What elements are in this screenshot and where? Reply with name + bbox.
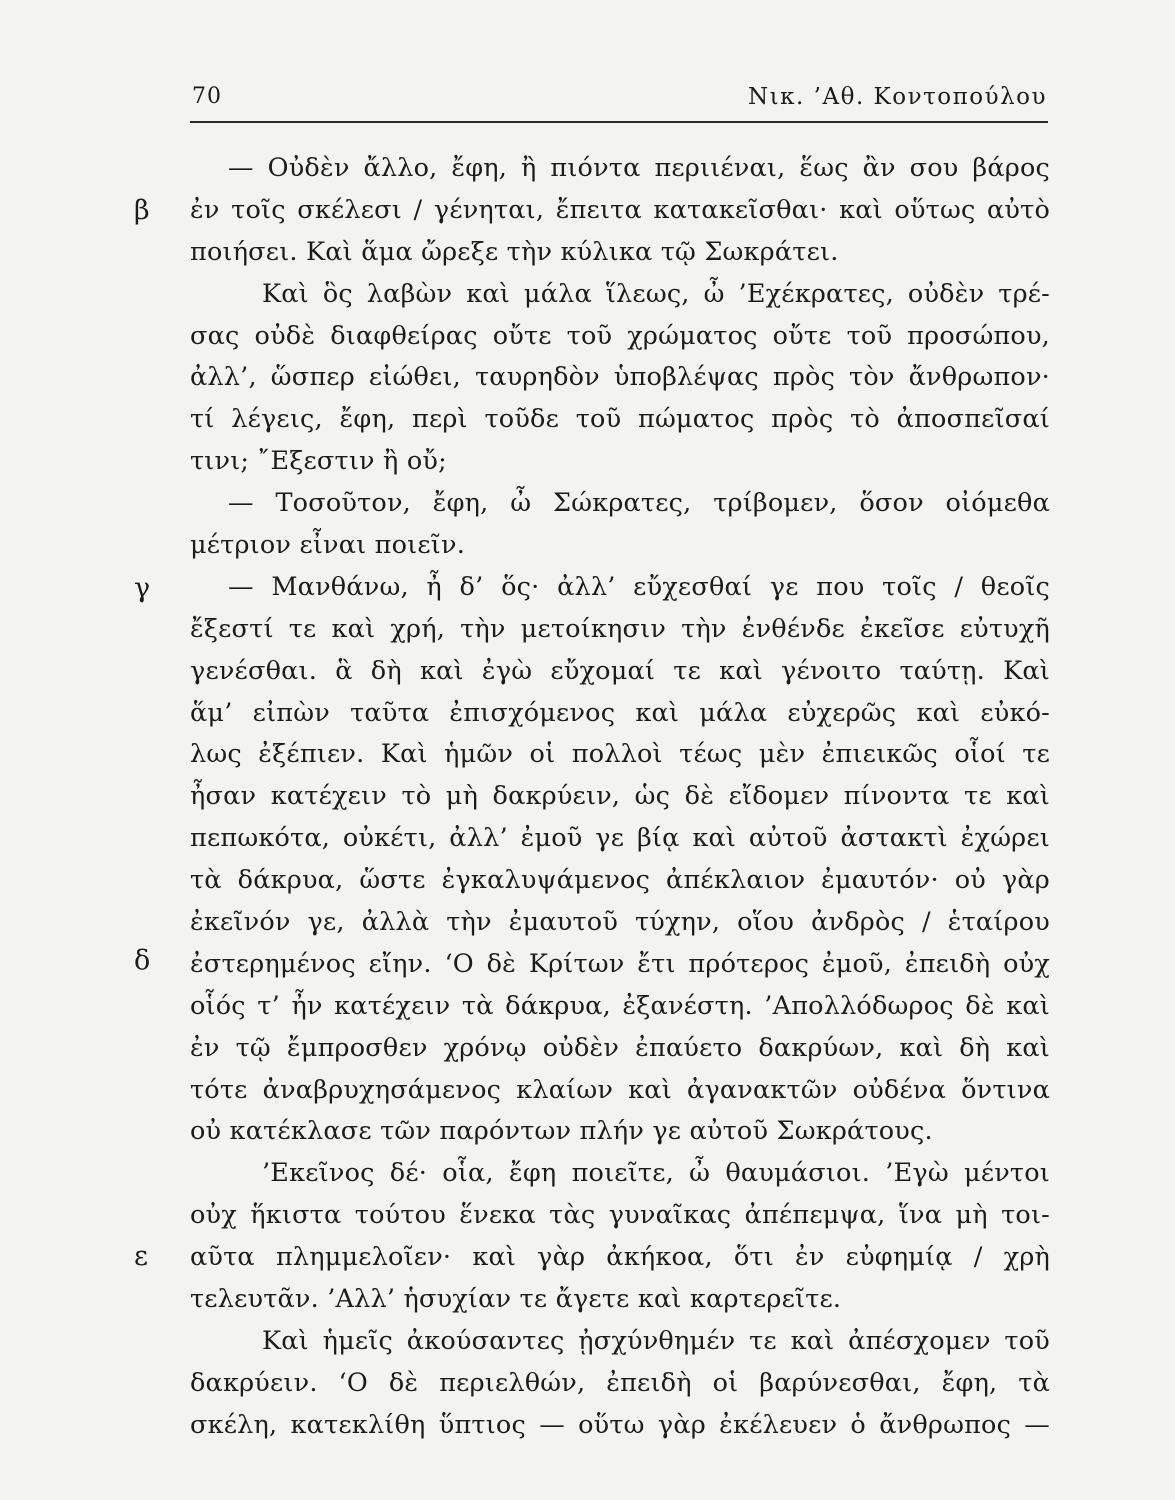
text-line: οὐ κατέκλασε τῶν παρόντων πλήν γε αὐτοῦ Σωκράτους. — [190, 1116, 933, 1147]
text-line: — Οὐδὲν ἄλλο, ἔφη, ἢ πιόντα περιιέναι, ἕως ἂν σου βάρος — [228, 153, 1050, 183]
text-line: αῦτα πλημμελοῖεν· καὶ γὰρ ἀκήκοα, ὅτι ἐν εὐφημίᾳ / χρὴ — [190, 1242, 1050, 1273]
header-rule — [190, 121, 1048, 123]
text-line: Καὶ ἡμεῖς ἀκούσαντες ᾐσχύνθημέν τε καὶ ἀπέσχομεν τοῦ — [262, 1325, 1050, 1356]
text-line: ἐν τῷ ἔμπροσθεν χρόνῳ οὐδὲν ἐπαύετο δακρύων, καὶ δὴ καὶ — [190, 1032, 1050, 1063]
text-line: σας οὐδὲ διαφθείρας οὔτε τοῦ χρώματος οὔτε τοῦ προσώπου, — [190, 320, 1050, 351]
margin-marker-delta: δ — [134, 945, 151, 976]
text-line: ἔξεστί τε καὶ χρή, τὴν μετοίκησιν τὴν ἐνθένδε ἐκεῖσε εὐτυχῆ — [190, 613, 1050, 644]
page-number: 70 — [192, 84, 222, 109]
running-header: Νικ. ’Αθ. Κοντοπούλου — [748, 84, 1047, 110]
text-line: οὐχ ἥκιστα τούτου ἕνεκα τὰς γυναῖκας ἀπέπεμψα, ἵνα μὴ τοι- — [190, 1200, 1050, 1231]
text-line: τὰ δάκρυα, ὥστε ἐγκαλυψάμενος ἀπέκλαιον ἐμαυτόν· οὐ γὰρ — [190, 865, 1050, 896]
text-line: τότε ἀναβρυχησάμενος κλαίων καὶ ἀγανακτῶν οὐδένα ὅντινα — [190, 1074, 1050, 1105]
text-line: ’Εκεῖνος δέ· οἷα, ἔφη ποιεῖτε, ὦ θαυμάσιοι. ’Εγὼ μέντοι — [262, 1158, 1050, 1189]
text-line: δακρύειν. ‘Ο δὲ περιελθών, ἐπειδὴ οἱ βαρύνεσθαι, ἔφη, τὰ — [190, 1367, 1050, 1398]
text-line: τελευτᾶν. ’Αλλ’ ἡσυχίαν τε ἄγετε καὶ καρτερεῖτε. — [190, 1284, 842, 1315]
text-line: ἦσαν κατέχειν τὸ μὴ δακρύειν, ὡς δὲ εἴδομεν πίνοντα τε καὶ — [190, 781, 1050, 812]
text-line: τινι; ῎Εξεστιν ἢ οὔ; — [190, 446, 447, 477]
margin-marker-beta: β — [134, 195, 150, 226]
text-line: τί λέγεις, ἔφη, περὶ τοῦδε τοῦ πώματος πρὸς τὸ ἀποσπεῖσαί — [190, 404, 1050, 435]
text-line: Καὶ ὃς λαβὼν καὶ μάλα ἵλεως, ὦ ’Εχέκρατες, οὐδὲν τρέ- — [262, 278, 1050, 309]
text-line: ἐστερημένος εἴην. ‘Ο δὲ Κρίτων ἔτι πρότερος ἐμοῦ, ἐπειδὴ οὐχ — [190, 948, 1050, 979]
text-line: οἷός τ’ ἦν κατέχειν τὰ δάκρυα, ἐξανέστη. ’Απολλόδωρος δὲ καὶ — [190, 990, 1050, 1021]
text-line: — Τοσοῦτον, ἔφη, ὦ Σώκρατες, τρίβομεν, ὅσον οἰόμεθα — [228, 488, 1050, 519]
text-line: γενέσθαι. ἃ δὴ καὶ ἐγὼ εὔχομαί τε καὶ γένοιτο ταύτῃ. Καὶ — [190, 655, 1050, 686]
text-line: σκέλη, κατεκλίθη ὕπτιος — οὕτω γὰρ ἐκέλευεν ὁ ἄνθρωπος — — [190, 1409, 1050, 1440]
text-line: ἀλλ’, ὥσπερ εἰώθει, ταυρηδὸν ὑποβλέψας πρὸς τὸν ἄνθρωπον· — [190, 362, 1050, 393]
margin-marker-epsilon: ε — [134, 1241, 148, 1272]
text-line: πεπωκότα, οὐκέτι, ἀλλ’ ἐμοῦ γε βίᾳ καὶ αὐτοῦ ἀστακτὶ ἐχώρει — [190, 823, 1050, 854]
text-line: ποιήσει. Καὶ ἅμα ὤρεξε τὴν κύλικα τῷ Σωκράτει. — [190, 236, 839, 267]
text-body — [190, 148, 1050, 1447]
text-line: ἐκεῖνόν γε, ἀλλὰ τὴν ἐμαυτοῦ τύχην, οἵου ἀνδρὸς / ἑταίρου — [190, 907, 1050, 938]
text-line: — Μανθάνω, ἦ δ’ ὅς· ἀλλ’ εὔχεσθαί γε που τοῖς / θεοῖς — [228, 571, 1050, 602]
text-line: μέτριον εἶναι ποιεῖν. — [190, 530, 466, 561]
text-line: ἅμ’ εἰπὼν ταῦτα ἐπισχόμενος καὶ μάλα εὐχερῶς καὶ εὐκό- — [190, 697, 1050, 728]
margin-marker-gamma: γ — [134, 573, 151, 604]
text-line: λως ἐξέπιεν. Καὶ ἡμῶν οἱ πολλοὶ τέως μὲν ἐπιεικῶς οἷοί τε — [190, 739, 1050, 770]
text-line: ἐν τοῖς σκέλεσι / γένηται, ἔπειτα κατακεῖσθαι· καὶ οὕτως αὐτὸ — [190, 194, 1050, 225]
